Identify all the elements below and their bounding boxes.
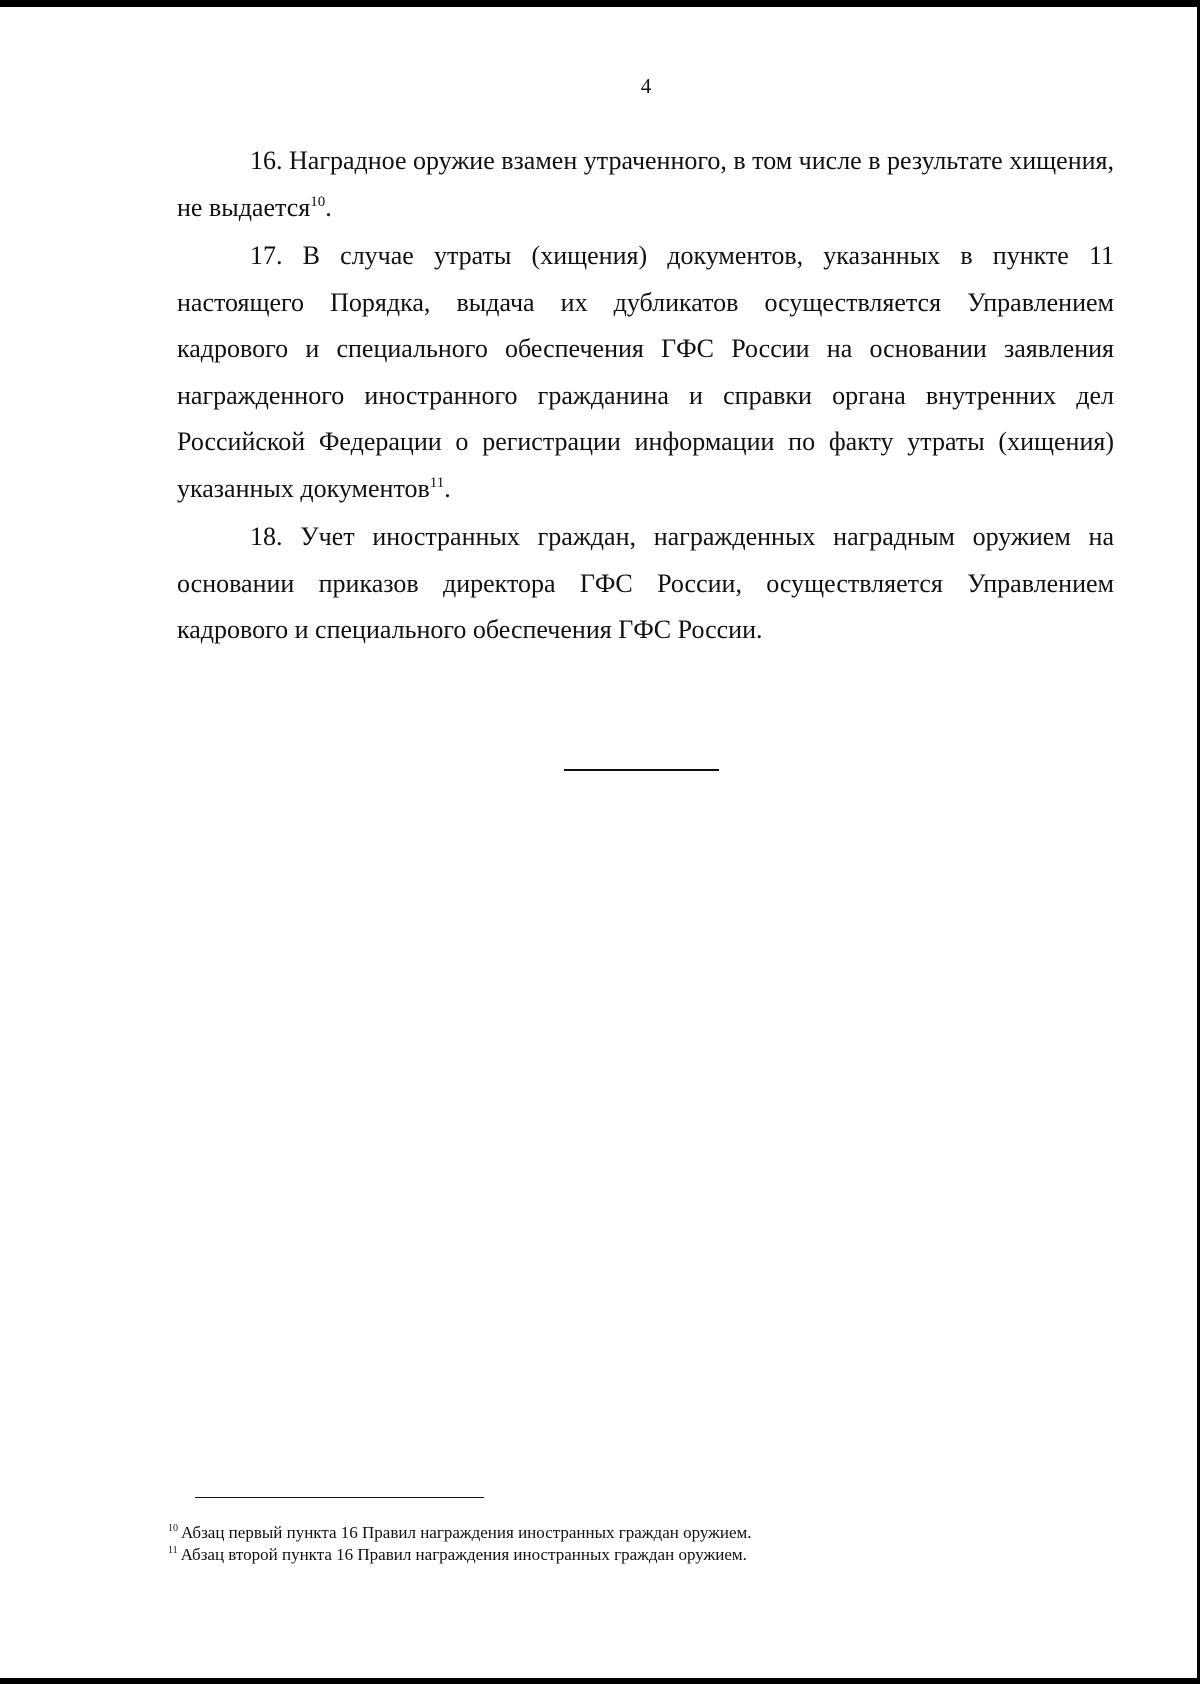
paragraph-16 [177, 138, 1114, 231]
paragraph-text: 17. В случае утраты (хищения) документов, указанных в пункте 11 настоящего Порядка, выдача их дубликатов осуществляется Управлением кадрового и специального обеспечения ГФС России на основании заявления награжденного иностранного гражданина и справки органа внутренних дел Российской Федерации о регистрации информации по факту утраты (хищения) указанных документов [177, 241, 1114, 503]
paragraph-tail: . [325, 192, 332, 222]
footnote-separator [195, 1497, 484, 1498]
paragraph-text: 18. Учет иностранных граждан, награжденных наградным оружием на основании приказов директора ГФС России, осуществляется Управлением кадрового и специального обеспечения ГФС России. [177, 522, 1114, 644]
scan-border-top [0, 0, 1200, 7]
footnote-text: Абзац первый пункта 16 Правил награждения иностранных граждан оружием. [181, 1523, 752, 1542]
document-body [177, 138, 1114, 656]
end-of-text-divider [564, 769, 719, 771]
paragraph-18 [177, 514, 1114, 654]
paragraph-tail: . [444, 473, 451, 503]
footnote-mark: 10 [168, 1523, 178, 1534]
page-number: 4 [640, 74, 652, 98]
footnote-mark: 11 [168, 1545, 178, 1556]
paragraph-text: 16. Наградное оружие взамен утраченного, в том числе в результате хищения, не выдается [177, 146, 1114, 222]
footnote-reference: 10 [310, 193, 326, 210]
footnote-reference: 11 [429, 474, 445, 491]
scan-border-bottom [0, 1678, 1200, 1684]
footnote-11 [168, 1544, 1068, 1566]
paragraph-17 [177, 233, 1114, 512]
footnote-text: Абзац второй пункта 16 Правил награждения иностранных граждан оружием. [180, 1545, 747, 1564]
footnote-10 [168, 1522, 1068, 1544]
footnotes [168, 1522, 1068, 1566]
